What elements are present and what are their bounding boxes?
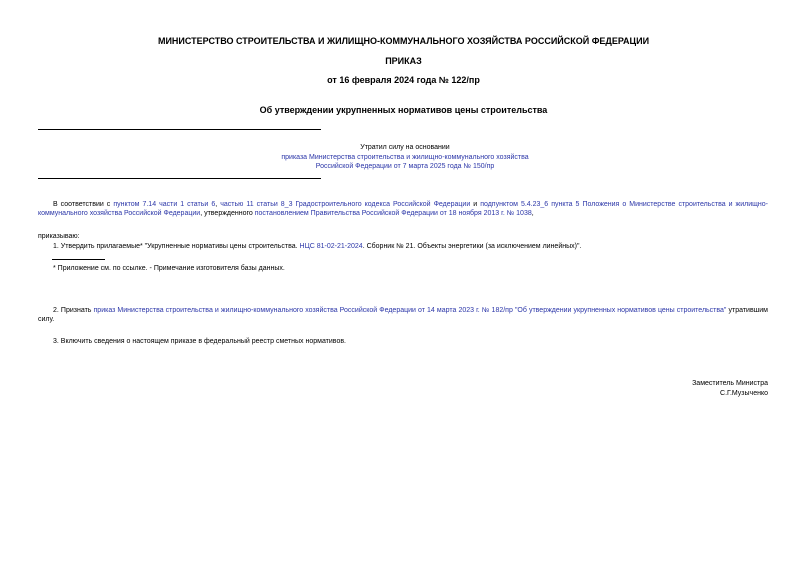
order-item-3: 3. Включить сведения о настоящем приказе в федеральный реестр сметных нормативов.: [53, 338, 346, 345]
item1-text-1: 1. Утвердить прилагаемые* "Укрупненные нормативы цены строительства.: [53, 243, 300, 250]
expiry-link-line-2: Российской Федерации от 7 марта 2025 года № 150/пр: [315, 163, 495, 170]
preamble-text-1: В соответствии с: [53, 201, 114, 208]
preamble-text-3: и: [470, 201, 481, 208]
link-article-6[interactable]: пунктом 7.14 части 1 статьи 6: [113, 201, 216, 208]
footnote-divider: [52, 259, 105, 260]
item1-text-2: . Сборник № 21. Объекты энергетики (за исключением линейных)".: [362, 243, 582, 250]
order-word: приказываю:: [38, 233, 80, 240]
preamble-text-5: ,: [531, 210, 534, 217]
link-ncs-81-02-21-2024[interactable]: НЦС 81-02-21-2024: [299, 243, 363, 250]
link-article-8-3[interactable]: частью 11 статьи 8_3 Градостроительного кодекса Российской Федерации: [220, 201, 471, 208]
document-date-number: от 16 февраля 2024 года № 122/пр: [327, 75, 480, 85]
divider-bottom: [38, 178, 321, 179]
preamble-text-2: ,: [215, 201, 221, 208]
link-regulation-5-4-23-6[interactable]: подпунктом 5.4.23_6 пункта 5 Положения о Министерстве строительства и жилищно-коммунального хозяйства Российской Федерации: [38, 201, 768, 217]
expiry-link-line-1: приказа Министерства строительства и жилищно-коммунального хозяйства: [281, 154, 529, 161]
order-item-2: [38, 306, 768, 324]
expiry-order-link[interactable]: [205, 153, 605, 171]
order-item-1: [53, 242, 768, 251]
expiry-note-text: Утратил силу на основании: [360, 144, 450, 151]
preamble-text-4: , утвержденного: [200, 210, 255, 217]
footnote: * Приложение см. по ссылке. - Примечание изготовителя базы данных.: [53, 265, 285, 272]
document-type: ПРИКАЗ: [385, 56, 422, 66]
link-resolution-1038[interactable]: постановлением Правительства Российской Федерации от 18 ноября 2013 г. № 1038: [254, 210, 532, 217]
signatory-position: Заместитель Министра: [692, 380, 768, 387]
preamble-paragraph: [38, 200, 768, 218]
item2-text-1: 2. Признать: [53, 307, 94, 314]
item2-text-2: утратившим силу.: [38, 307, 768, 323]
ministry-heading: МИНИСТЕРСТВО СТРОИТЕЛЬСТВА И ЖИЛИЩНО-КОММУНАЛЬНОГО ХОЗЯЙСТВА РОССИЙСКОЙ ФЕДЕРАЦИИ: [157, 36, 650, 46]
signatory-name: С.Г.Музыченко: [720, 390, 768, 397]
document-title: Об утверждении укрупненных нормативов цены строительства: [259, 105, 548, 115]
divider-top: [38, 129, 321, 130]
link-order-182[interactable]: приказ Министерства строительства и жилищно-коммунального хозяйства Российской Федерации от 14 марта 2023 г. № 182/пр "Об утверждении укрупненных нормативов цены строительства": [93, 307, 727, 314]
